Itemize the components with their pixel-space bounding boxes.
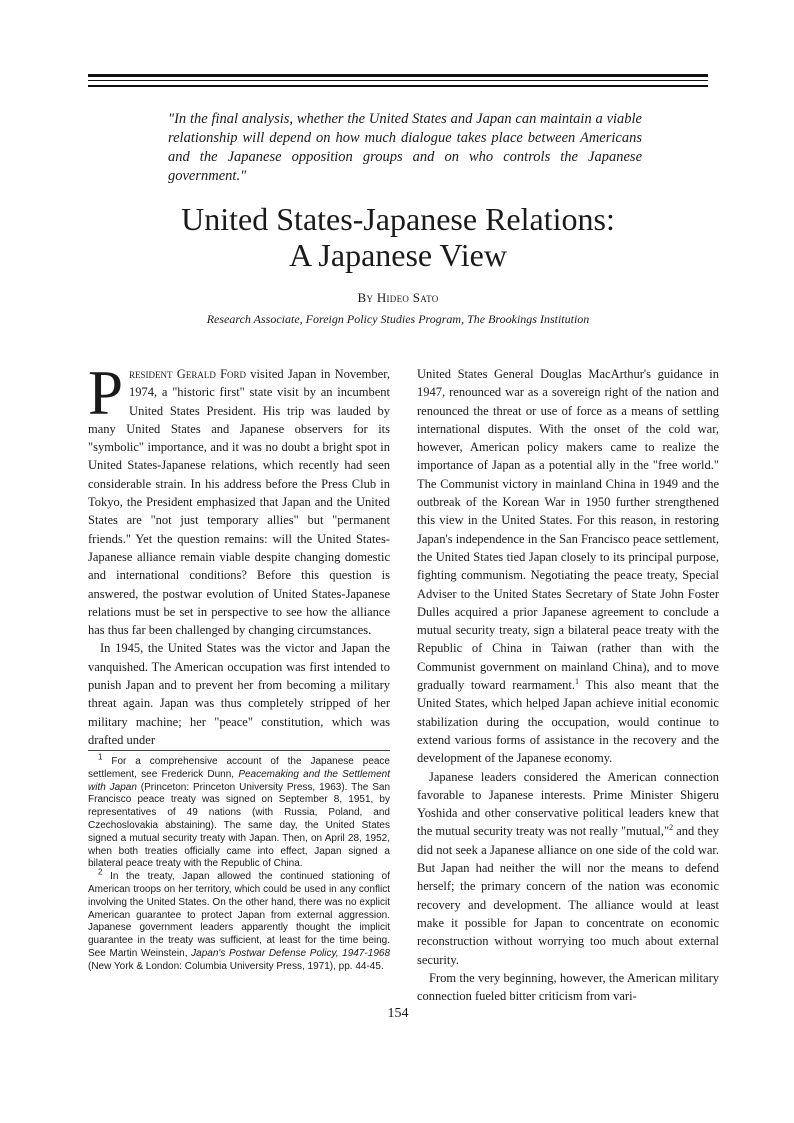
footnote-ref-2[interactable]: 2	[669, 823, 674, 833]
drop-cap: P	[88, 358, 124, 428]
right-column	[417, 365, 719, 1005]
paragraph-3	[417, 768, 719, 969]
footnote-1-text-b: (Princeton: Princeton University Press, 1963). The San Francisco peace treaty was signed on September 8, 1951, by representatives of 49 nations (with Russia, Poland, and Czechoslovakia abstaining). The same day, the United States signed a mutual security treaty with Japan. Then, on April 28, 1952, when both treaties officially came into effect, Japan signed a bilateral peace treaty with the Republic of China.	[88, 781, 391, 870]
article-title-line1: United States-Japanese Relations:	[181, 201, 615, 237]
footnote-2	[88, 867, 391, 973]
footnote-separator	[88, 750, 390, 751]
byline	[88, 290, 708, 306]
footnotes	[88, 752, 391, 974]
top-rule-thick	[88, 74, 708, 77]
footnote-ref-1[interactable]: 1	[575, 676, 580, 686]
paragraph-2-text-b: This also meant that the United States, which helped Japan achieve initial economic stabilization during the occupation, would continue to extend various forms of assistance in the recovery and the development of the Japanese economy.	[417, 678, 719, 766]
footnote-2-book-title: Japan's Postwar Defense Policy, 1947-1968	[191, 947, 391, 959]
article-title-line2: A Japanese View	[289, 237, 507, 273]
footnote-2-mark: 2	[98, 867, 103, 877]
left-column	[88, 358, 390, 749]
footnote-2-text-b: (New York & London: Columbia University Press, 1971), pp. 44-45.	[88, 960, 384, 972]
footnote-1-book-title: Peacemaking and the Settlement with Japan	[88, 768, 390, 793]
opening-smallcaps: resident Gerald Ford	[129, 367, 247, 381]
paragraph-1	[88, 358, 390, 639]
footnote-1-mark: 1	[98, 752, 103, 762]
paragraph-3-text-b: and they did not seek a Japanese alliance on one side of the cold war. But Japan had neither the will nor the means to defend herself; the primary concern of the nation was economic recovery and development. The alliance would at least make it possible for Japan to concentrate on economic reconstruction without worrying too much about external security.	[417, 824, 719, 967]
footnote-1-text-a: For a comprehensive account of the Japanese peace settlement, see Frederick Dunn,	[88, 756, 390, 780]
byline-prefix: By	[357, 290, 374, 305]
paragraph-2-text-a: United States General Douglas MacArthur's guidance in 1947, renounced war as a sovereign right of the nation and renounced the threat or use of force as a means of settling international disputes. With the onset of the cold war, however, American policy makers came to realize the importance of Japan as a potential ally in the "free world." The Communist victory in mainland China in 1949 and the outbreak of the Korean War in 1950 further strengthened this view in the United States. For this reason, in restoring Japan's independence in the San Francisco peace settlement, the United States tied Japan closely to its principal purpose, fighting communism. Negotiating the peace treaty, Special Adviser to the United States Secretary of State John Foster Dulles acquired a prior Japanese agreement to conclude a mutual security treaty, sign a bilateral peace treaty with the Republic of China in Taiwan (rather than with the Communist government on mainland China), and to move gradually toward rearmament.	[417, 367, 719, 693]
paragraph-2-continued	[417, 365, 719, 768]
top-rule-thin	[88, 80, 708, 81]
footnote-2-text-a: In the treaty, Japan allowed the continued stationing of American troops on her territory, which could be used in any conflict involving the United States. On the other hand, there was no explicit American guarantee to protect Japan from external aggression. Japanese government leaders apparently thought the implicit guarantee in the treaty was sufficient, at least for the time being. See Martin Weinstein,	[88, 871, 390, 959]
paragraph-4: From the very beginning, however, the American military connection fueled bitter criticism from vari-	[417, 970, 719, 1004]
author-name: Hideo Sato	[376, 290, 439, 305]
paragraph-1-text: visited Japan in November, 1974, a "historic first" state visit by an incumbent United States President. His trip was lauded by many United States and Japanese observers for its "symbolic" importance, and it was no doubt a bright spot in United States-Japanese relations, which recently had seen considerable strain. In his address before the Press Club in Tokyo, the President emphasized that Japan and the United States are "not just temporary allies" but "permanent friends." Yet the question remains: will the United States-Japanese alliance remain viable despite changing domestic and international conditions? Before this question is answered, the postwar evolution of United States-Japanese relations must be set in perspective to see how the alliance has thus far been challenged by changing circumstances.	[88, 367, 390, 638]
epigraph-quote: "In the final analysis, whether the United States and Japan can maintain a viable relationship will depend on how much dialogue takes place between Americans and the Japanese opposition groups and on who controls the Japanese government."	[168, 111, 642, 184]
author-affiliation: Research Associate, Foreign Policy Studies Program, The Brookings Institution	[206, 312, 590, 326]
footnote-1	[88, 752, 391, 871]
top-rule-bottom	[88, 85, 708, 87]
paragraph-2-start: In 1945, the United States was the victor and Japan the vanquished. The American occupation was first intended to punish Japan and to prevent her from becoming a military threat again. Japan was thus completely stripped of her military machine; her "peace" constitution, which was drafted under	[88, 641, 390, 747]
page-number: 154	[387, 1006, 409, 1021]
paragraph-3-text-a: Japanese leaders considered the American connection favorable to Japanese interests. Prime Minister Shigeru Yoshida and other conservative political leaders knew that the mutual security treaty was not really "mutual,"	[417, 769, 719, 839]
